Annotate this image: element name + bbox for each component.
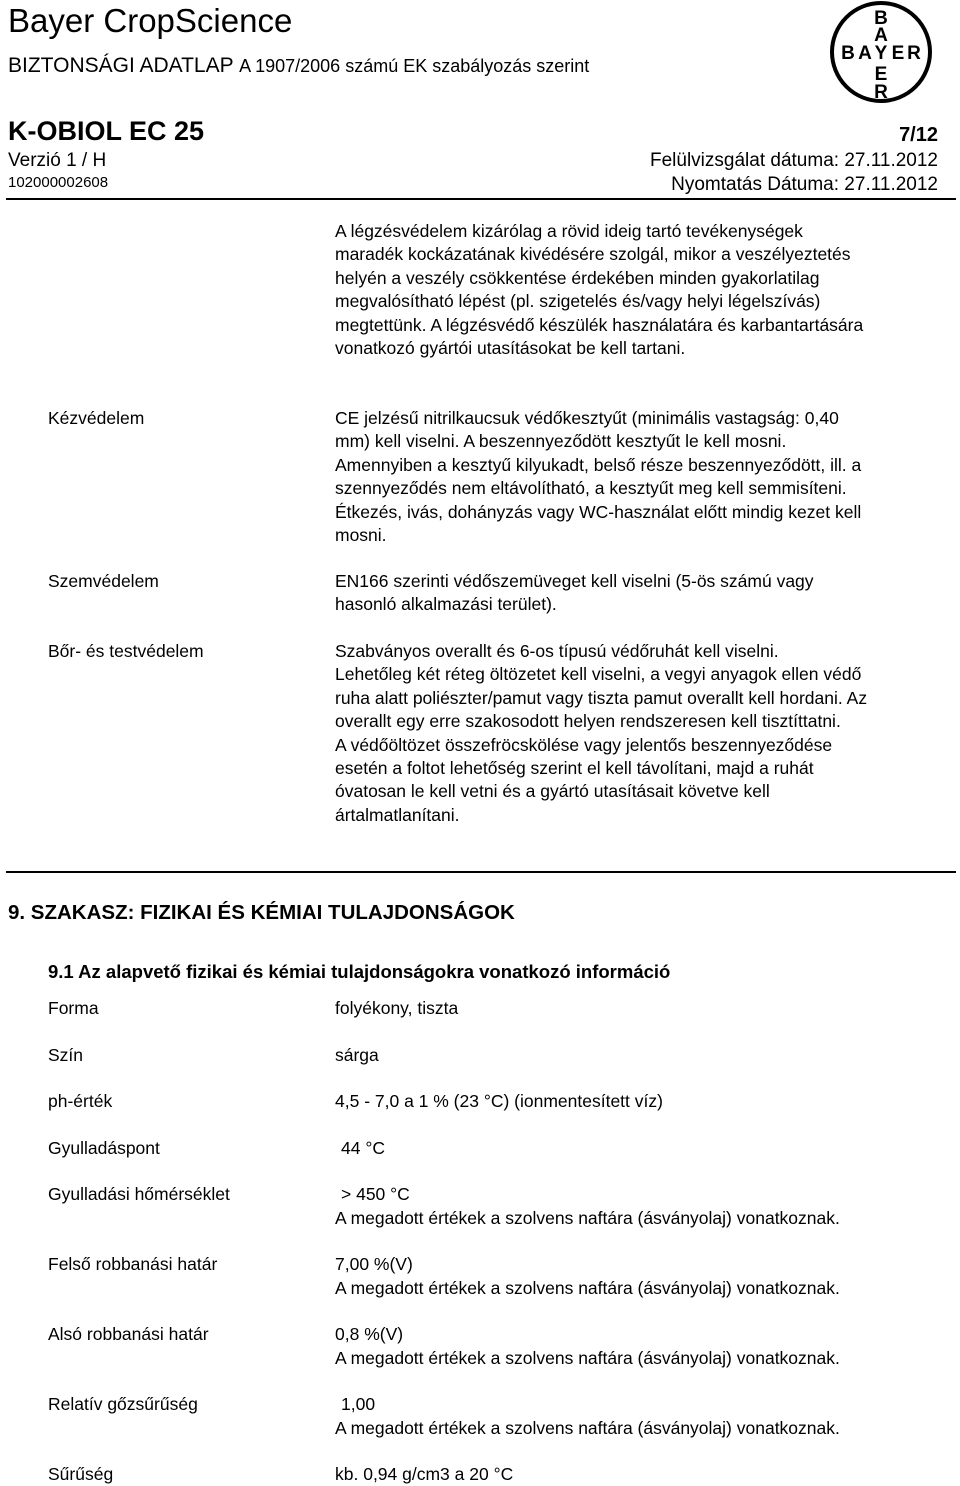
property-value-ph: 4,5 - 7,0 a 1 % (23 °C) (ionmentesített víz) <box>335 1091 663 1111</box>
bayer-cross-logo <box>826 0 936 110</box>
revision-date: Felülvizsgálat dátuma: 27.11.2012 <box>650 150 938 171</box>
text-line: óvatosan le kell vetni és a gyártó utasításait követve kell <box>335 781 770 802</box>
property-value-vapour-density: 1,00 <box>341 1394 376 1414</box>
text-line: A védőöltözet összefröcskölése vagy jelentős beszennyeződése <box>335 734 833 755</box>
text-line: megvalósítható lépést (pl. szigetelés és/vagy helyi légelszívás) <box>335 291 821 312</box>
product-name: K-OBIOL EC 25 <box>8 116 205 146</box>
eye-protection-label: Szemvédelem <box>48 571 159 591</box>
text-line: mm) kell viselni. A beszennyeződött kesztyűt le kell mosni. <box>335 431 787 452</box>
document-title <box>8 54 589 78</box>
property-value-density: kb. 0,94 g/cm3 a 20 °C <box>335 1464 514 1484</box>
property-label-lower-explosion-limit: Alsó robbanási határ <box>48 1324 209 1344</box>
hand-protection-label: Kézvédelem <box>48 408 145 428</box>
page-number: 7/12 <box>899 124 938 146</box>
text-line: Amennyiben a kesztyű kilyukadt, belső része beszennyeződött, ill. a <box>335 454 862 475</box>
property-label-density: Sűrűség <box>48 1464 114 1484</box>
regulation-text: A 1907/2006 számú EK szabályozás szerint <box>239 56 590 76</box>
text-line: ruha alatt poliészter/pamut vagy tiszta pamut overallt kell hordani. Az <box>335 687 868 708</box>
property-label-flash-point: Gyulladáspont <box>48 1138 160 1158</box>
text-line: szennyeződés nem eltávolítható, a kesztyűt meg kell semmisíteni. <box>335 478 847 499</box>
property-label-form: Forma <box>48 998 99 1018</box>
text-line: A légzésvédelem kizárólag a rövid ideig tartó tevékenységek <box>335 221 803 241</box>
subsection-heading: 9.1 Az alapvető fizikai és kémiai tulajdonságokra vonatkozó információ <box>48 961 671 982</box>
version-label: Verzió 1 / H <box>8 150 107 171</box>
document-code: 102000002608 <box>8 174 109 191</box>
text-line: vonatkozó gyártói utasításokat be kell tartani. <box>335 338 686 359</box>
property-note: A megadott értékek a szolvens naftára (ásványolaj) vonatkoznak. <box>335 1208 840 1228</box>
text-line: CE jelzésű nitrilkaucsuk védőkesztyűt (minimális vastagság: 0,40 <box>335 408 839 428</box>
property-label-ignition-temperature: Gyulladási hőmérséklet <box>48 1184 230 1204</box>
logo-letter: Y <box>874 43 888 64</box>
hand-protection-text <box>335 407 861 547</box>
skin-body-protection-label: Bőr- és testvédelem <box>48 641 204 661</box>
text-line: EN166 szerinti védőszemüveget kell viselni (5-ös számú vagy <box>335 571 814 591</box>
logo-letter: E <box>874 64 888 85</box>
logo-letter: R <box>907 43 921 64</box>
skin-body-protection-text <box>335 640 867 827</box>
text-line: esetén a foltot lehetőség szerint el kell távolítani, majd a ruhát <box>335 758 814 779</box>
logo-letter: B <box>841 43 855 64</box>
property-value-ignition-temperature: > 450 °C <box>341 1184 410 1204</box>
property-label-upper-explosion-limit: Felső robbanási határ <box>48 1254 218 1274</box>
section-heading: 9. SZAKASZ: FIZIKAI ÉS KÉMIAI TULAJDONSÁGOK <box>8 901 515 924</box>
section-divider <box>6 871 956 873</box>
text-line: mosni. <box>335 525 387 546</box>
text-line: hasonló alkalmazási terület). <box>335 594 557 615</box>
text-line: Szabványos overallt és 6-os típusú védőruhát kell viselni. <box>335 641 779 661</box>
company-name: Bayer CropScience <box>8 2 293 39</box>
property-note: A megadott értékek a szolvens naftára (ásványolaj) vonatkoznak. <box>335 1278 840 1298</box>
logo-letter: B <box>874 8 888 29</box>
property-value-form: folyékony, tiszta <box>335 998 459 1018</box>
text-line: helyén a veszély csökkentése érdekében minden gyakorlatilag <box>335 267 820 288</box>
property-value-lower-explosion-limit: 0,8 %(V) <box>335 1324 404 1344</box>
text-line: ártalmatlanítani. <box>335 804 460 825</box>
logo-letter: E <box>891 43 905 64</box>
print-date: Nyomtatás Dátuma: 27.11.2012 <box>671 174 938 195</box>
text-line: megtettünk. A légzésvédő készülék használatára és karbantartására <box>335 314 864 335</box>
text-line: maradék kockázatának kivédésére szolgál, mikor a veszélyeztetés <box>335 244 851 265</box>
property-value-flash-point: 44 °C <box>341 1138 385 1158</box>
text-line: Étkezés, ivás, dohányzás vagy WC-használat előtt mindig kezet kell <box>335 501 862 522</box>
respiratory-protection-text <box>335 220 863 360</box>
property-note: A megadott értékek a szolvens naftára (ásványolaj) vonatkoznak. <box>335 1418 840 1438</box>
doc-title-text: BIZTONSÁGI ADATLAP <box>8 54 234 77</box>
logo-letter: A <box>874 25 888 46</box>
logo-letter: A <box>858 43 872 64</box>
property-label-vapour-density: Relatív gőzsűrűség <box>48 1394 198 1414</box>
eye-protection-text <box>335 570 814 617</box>
property-value-upper-explosion-limit: 7,00 %(V) <box>335 1254 413 1274</box>
text-line: overallt egy erre szakosodott helyen rendszeresen kell tisztíttatni. <box>335 711 841 732</box>
property-label-color: Szín <box>48 1045 84 1065</box>
header-divider <box>6 198 956 200</box>
property-note: A megadott értékek a szolvens naftára (ásványolaj) vonatkoznak. <box>335 1348 840 1368</box>
property-value-color: sárga <box>335 1045 379 1065</box>
property-label-ph: ph-érték <box>48 1091 113 1111</box>
logo-letter: R <box>874 82 888 103</box>
text-line: Lehetőleg két réteg öltözetet kell viselni, a vegyi anyagok ellen védő <box>335 664 862 685</box>
